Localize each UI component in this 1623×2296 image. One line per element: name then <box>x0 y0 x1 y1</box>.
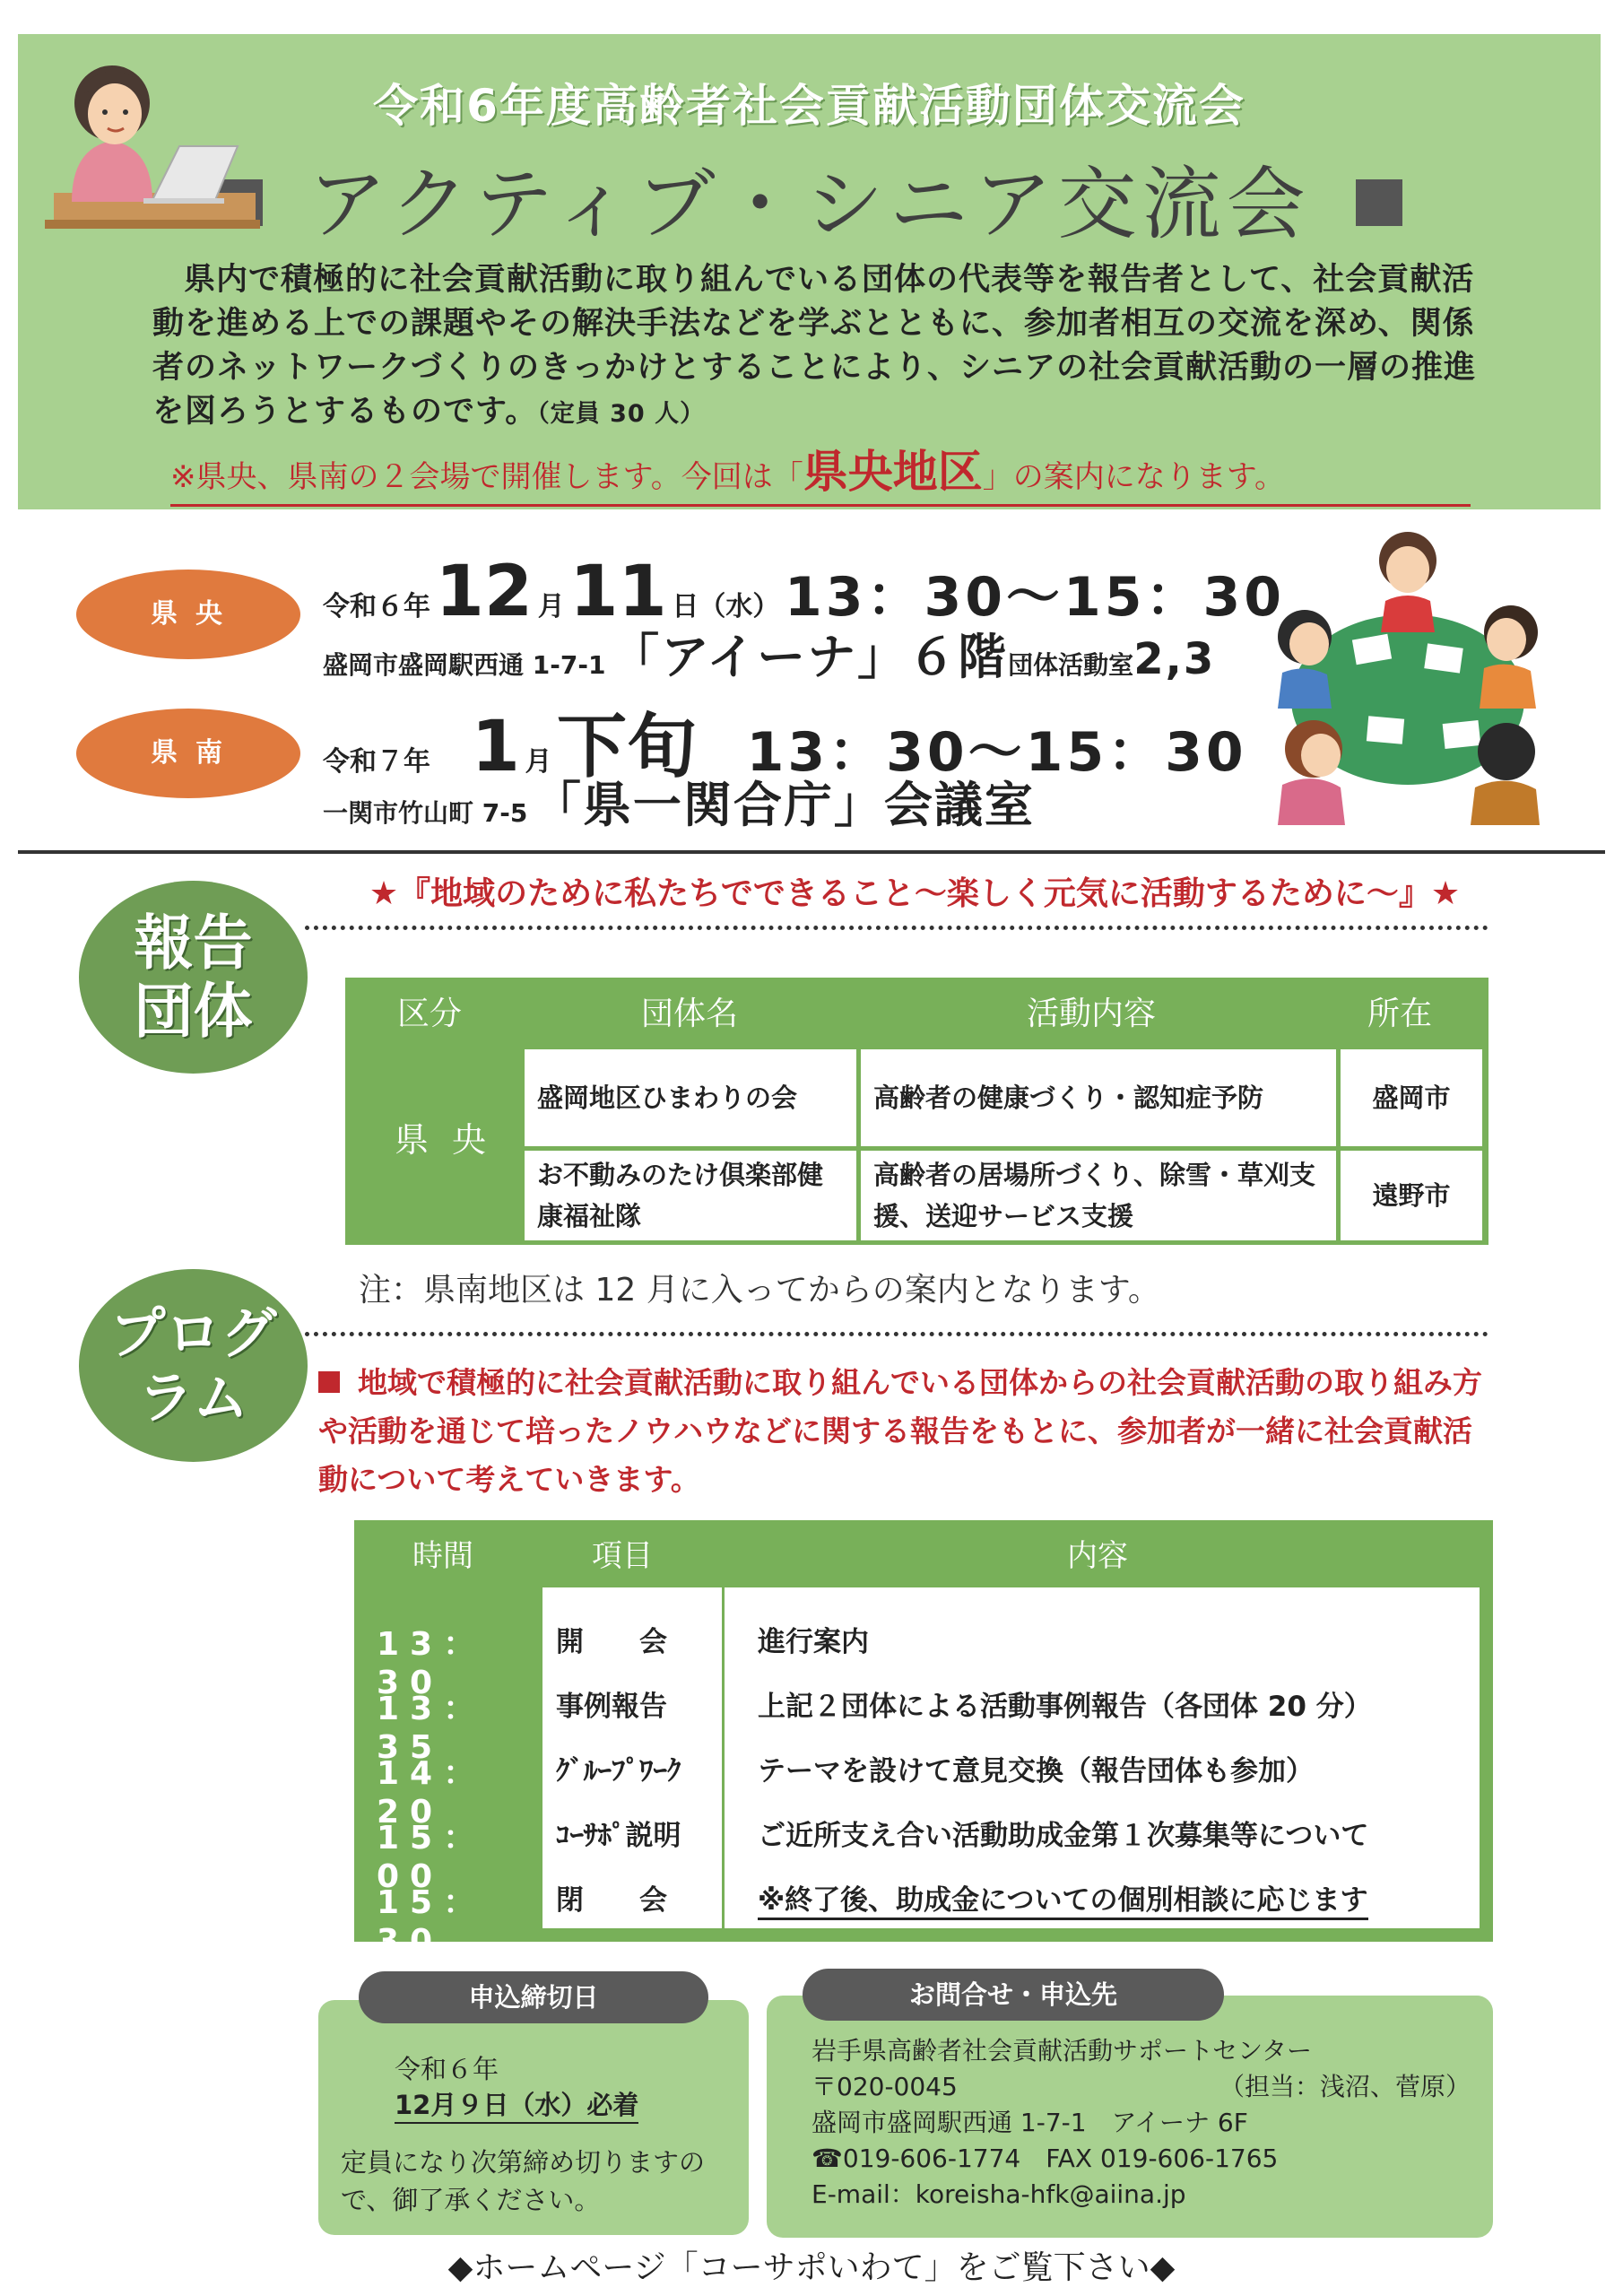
group-location-cell: 遠野市 <box>1341 1151 1482 1240</box>
program-time: 15：00 <box>377 1820 487 1895</box>
square-bullet-icon <box>318 1371 340 1393</box>
program-item: ｺｰｻﾎﾟ説明 <box>556 1820 681 1852</box>
kenou-day: 11 <box>569 552 667 632</box>
kenou-address: 盛岡市盛岡駅西通 1-7-1 <box>323 650 606 680</box>
event-title-text: アクティブ・シニア交流会 <box>308 158 1311 250</box>
col-header-name: 団体名 <box>641 996 739 1032</box>
region-label-kenou: 県央 <box>76 570 300 659</box>
program-heading <box>79 1269 308 1462</box>
report-groups-heading <box>79 881 308 1074</box>
report-theme: ★『地域のために私たちでできること〜楽しく元気に活動するために〜』★ <box>369 875 1461 912</box>
program-time: 15：30 <box>377 1884 487 1960</box>
col-header-kubun: 区分 <box>397 996 463 1032</box>
contact-email[interactable]: E-mail：koreisha-hfk@aiina.jp <box>812 2179 1186 2209</box>
deadline-label: 申込締切日 <box>359 1971 708 2023</box>
notice-pre: ※県央、県南の２会場で開催します。今回は「 <box>170 459 803 495</box>
kenou-venue <box>323 619 1215 688</box>
contact-postal: 〒020-0045 <box>812 2072 958 2101</box>
event-subtitle: 令和6年度高齢者社会貢献活動団体交流会 <box>373 80 1245 132</box>
program-time: 14：20 <box>377 1755 487 1831</box>
kennan-venue <box>323 767 1035 836</box>
kenou-era: 令和６年 <box>323 591 430 622</box>
event-description <box>152 258 1497 436</box>
program-table <box>354 1520 1493 1960</box>
col-header-item: 項目 <box>592 1538 653 1574</box>
contact-label: お問合せ・申込先 <box>803 1969 1224 2021</box>
col-header-time: 時間 <box>412 1538 473 1574</box>
kennan-address: 一関市竹山町 7-5 <box>323 798 528 828</box>
contact-person: （担当：浅沼、菅原） <box>1219 2072 1471 2101</box>
kennan-day: 下旬 <box>557 707 698 787</box>
program-content: 上記２団体による活動事例報告（各団体 20 分） <box>758 1691 1372 1723</box>
deadline-note: 定員になり次第締め切りますので、御了承ください。 <box>341 2147 706 2215</box>
kennan-time: 13：30〜15：30 <box>746 721 1247 784</box>
contact-phone: ☎019-606-1774 FAX 019-606-1765 <box>812 2144 1279 2173</box>
col-header-activity: 活動内容 <box>1027 996 1157 1032</box>
kennan-month-unit: 月 <box>525 746 552 778</box>
report-heading-line2: 団体 <box>134 976 253 1046</box>
kenou-day-unit: 日（水） <box>672 591 780 622</box>
group-location-cell: 盛岡市 <box>1341 1049 1482 1146</box>
report-heading-line1: 報告 <box>134 908 253 978</box>
program-time: 13：30 <box>377 1626 487 1701</box>
program-content: ご近所支え合い活動助成金第１次募集等について <box>758 1820 1369 1852</box>
program-content: 進行案内 <box>758 1626 869 1658</box>
kenou-month-unit: 月 <box>537 591 565 622</box>
group-activity-cell: 高齢者の居場所づくり、除雪・草刈支援、送迎サービス支援 <box>861 1151 1336 1240</box>
section-divider <box>18 850 1605 854</box>
program-time: 13：35 <box>377 1691 487 1766</box>
region-label-kennan: 県南 <box>76 709 300 798</box>
homepage-footer: ◆ホームページ「コーサポいわて」をご覧下さい◆ <box>447 2249 1176 2286</box>
report-groups-table <box>345 978 1488 1245</box>
kenou-time: 13：30〜15：30 <box>784 566 1285 629</box>
kennan-era: 令和７年 <box>323 746 430 778</box>
program-item: 事例報告 <box>556 1691 667 1723</box>
col-header-location: 所在 <box>1367 996 1433 1032</box>
program-item: ｸﾞﾙｰﾌﾟﾜｰｸ <box>556 1755 681 1787</box>
kenou-month: 12 <box>435 552 534 632</box>
program-description <box>318 1359 1493 1504</box>
deadline-year: 令和６年 <box>395 2054 499 2084</box>
group-meeting-illustration <box>1251 520 1556 825</box>
program-heading-line2: ラム <box>137 1364 249 1431</box>
group-name-cell: 盛岡地区ひまわりの会 <box>525 1049 856 1146</box>
col-header-content: 内容 <box>1067 1538 1128 1574</box>
group-name-cell: お不動みのたけ倶楽部健康福祉隊 <box>525 1151 856 1240</box>
kennan-note: 注：県南地区は 12 月に入ってからの案内となります。 <box>359 1272 1160 1309</box>
kubun-cell: 県央 <box>395 1120 510 1160</box>
kenou-venue-name: 「アイーナ」６階 <box>611 629 1009 685</box>
event-description-text: 県内で積極的に社会貢献活動に取り組んでいる団体の代表等を報告者として、社会貢献活動を進める上での課題やその解決手法などを学ぶとともに、参加者相互の交流を深め、関係者のネットワークづくりのきっかけとすることにより、シニアの社会貢献活動の一層の推進を図ろうとするものです。 <box>152 262 1477 430</box>
kenou-room-label: 団体活動室 <box>1008 650 1134 680</box>
group-activity-cell: 高齢者の健康づくり・認知症予防 <box>861 1049 1336 1146</box>
capacity: （定員 30 人） <box>537 400 706 428</box>
kennan-month: 1 <box>471 707 520 787</box>
dotted-divider <box>305 1332 1488 1336</box>
kennan-venue-name: 「県一関合庁」会議室 <box>532 777 1035 833</box>
square-bullet-icon <box>1356 179 1402 226</box>
program-content: ※終了後、助成金についての個別相談に応じます <box>758 1877 1368 1920</box>
deadline-date: 12月９日（水）必着 <box>395 2085 638 2124</box>
program-item: 開 会 <box>556 1626 667 1658</box>
program-heading-line1: プログ <box>109 1300 277 1366</box>
program-content: テーマを設けて意見交換（報告団体も参加） <box>758 1755 1314 1787</box>
dotted-divider <box>305 926 1488 930</box>
program-description-text: 地域で積極的に社会貢献活動に取り組んでいる団体からの社会貢献活動の取り組み方や活動を通じて培ったノウハウなどに関する報告をもとに、参加者が一緒に社会貢献活動について考えていきます。 <box>318 1365 1482 1497</box>
notice-area: 県央地区 <box>803 446 983 498</box>
notice-post: 」の案内になります。 <box>982 459 1286 495</box>
contact-org: 岩手県高齢者社会貢献活動サポートセンター <box>812 2036 1313 2066</box>
contact-address: 盛岡市盛岡駅西通 1-7-1 アイーナ 6F <box>812 2108 1248 2137</box>
venue-notice <box>170 436 1471 507</box>
kenou-room-number: 2,3 <box>1133 634 1216 684</box>
woman-at-laptop-illustration <box>45 40 260 233</box>
program-item: 閉 会 <box>556 1884 667 1917</box>
